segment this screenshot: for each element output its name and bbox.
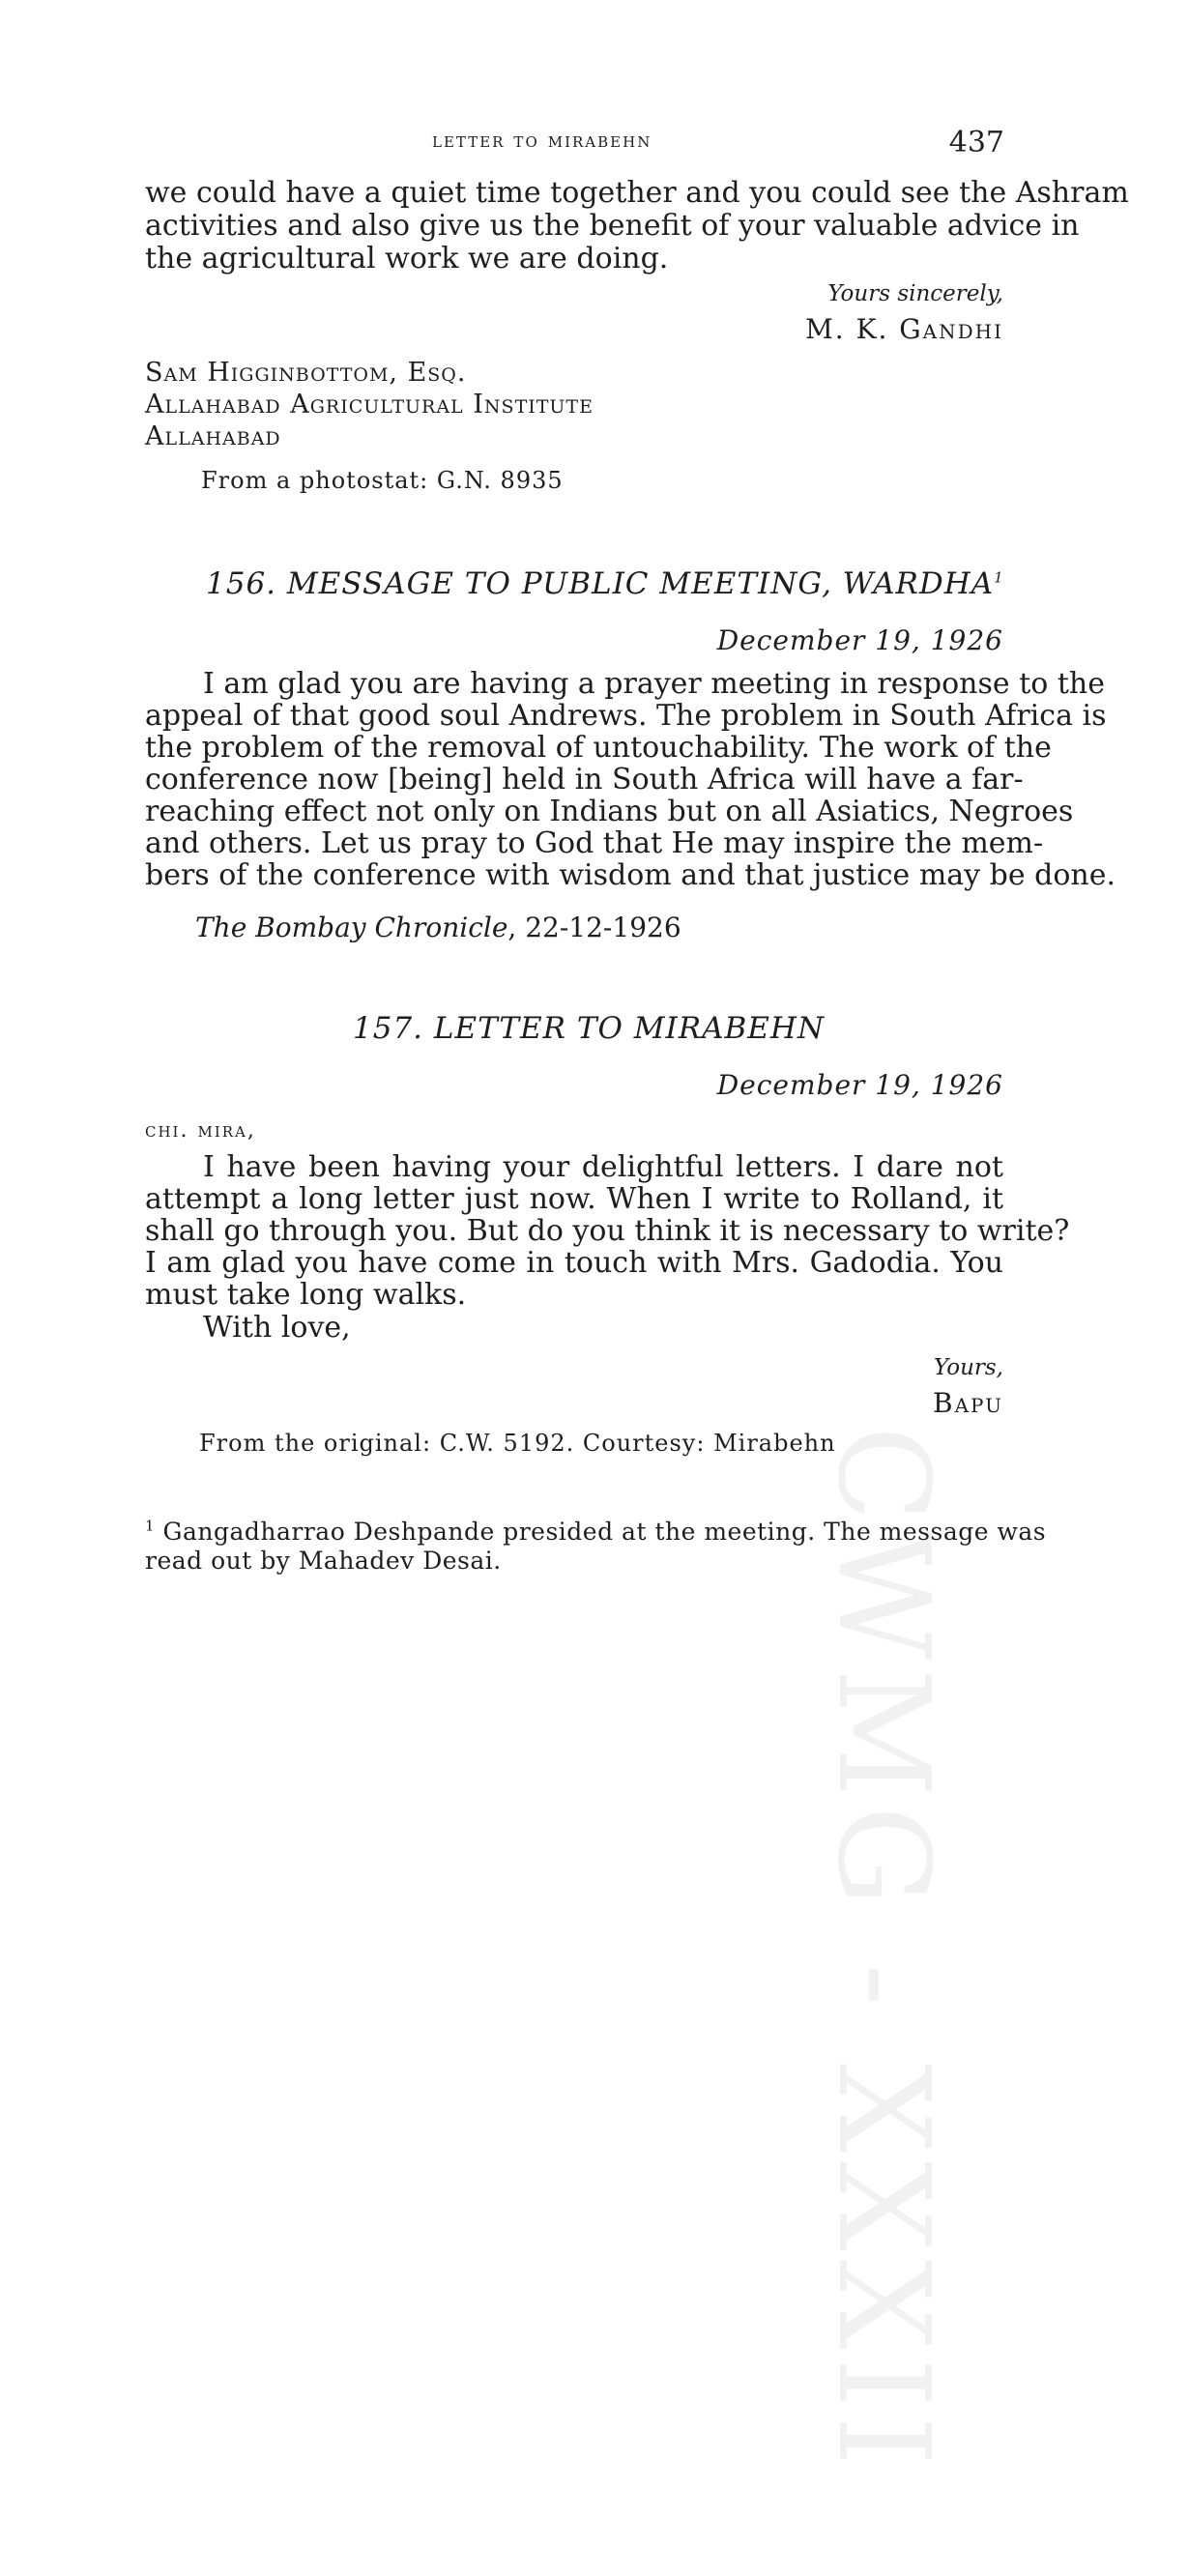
address-line-3: Allahabad [145,421,281,451]
watermark-text: CWMG - XXXII [810,1426,957,2475]
item157-date: December 19, 1926 [716,1069,1003,1101]
item156-line-5: reaching effect not only on Indians but on all Asiatics, Negroes [145,795,1074,828]
item157-line-2: attempt a long letter just now. When I write to Rolland, it [145,1182,1003,1216]
item157-line-4: I am glad you have come in touch with Mrs. Gadodia. You [145,1246,1003,1280]
item156-line-4: conference now [being] held in South Africa will have a far- [145,763,1024,796]
item156-source-date: , 22-12-1926 [507,912,681,943]
item156-line-2: appeal of that good soul Andrews. The problem in South Africa is [145,699,1107,733]
letter1-signature: M. K. Gandhi [805,313,1003,345]
footnote-line-1 [145,1517,1047,1546]
item156-line-1: I am glad you are having a prayer meeting in response to the [203,667,1105,701]
item157-source: From the original: C.W. 5192. Courtesy: Mirabehn [199,1430,836,1457]
item157-line-5: must take long walks. [145,1278,467,1312]
footnote-line-2: read out by Mahadev Desai. [145,1547,502,1575]
item157-line-1: I have been having your delightful letters. I dare not [203,1150,1003,1184]
item157-heading: 157. LETTER TO MIRABEHN [353,1011,826,1046]
letter1-source: From a photostat: G.N. 8935 [201,467,564,494]
letter1-line-2: activities and also give us the benefit of your valuable advice in [145,209,1080,243]
running-head: letter to mirabehn [432,129,652,153]
item156-line-6: and others. Let us pray to God that He may inspire the mem- [145,826,1044,860]
item157-signature: Bapu [933,1387,1003,1419]
item156-source-title: The Bombay Chronicle [195,912,508,943]
address-line-2: Allahabad Agricultural Institute [145,390,594,420]
item157-salutation: chi. mira, [145,1118,256,1143]
item157-love: With love, [203,1311,351,1345]
item156-heading [206,566,1004,601]
letter1-line-1: we could have a quiet time together and you could see the Ashram [145,176,1129,210]
page-number: 437 [948,126,1004,159]
item156-source [195,912,681,943]
item156-line-7: bers of the conference with wisdom and that justice may be done. [145,858,1116,892]
item156-heading-text: 156. MESSAGE TO PUBLIC MEETING, WARDHA [206,566,995,601]
letter1-line-3: the agricultural work we are doing. [145,242,669,275]
footnote-marker: 1 [145,1517,156,1535]
item157-closing: Yours, [934,1355,1003,1380]
footnote-text-1: Gangadharrao Deshpande presided at the meeting. The message was [162,1518,1047,1546]
letter1-closing: Yours sincerely, [827,281,1003,306]
item157-line-3: shall go through you. But do you think it is necessary to write? [145,1214,1070,1248]
item156-date: December 19, 1926 [716,624,1003,656]
address-line-1: Sam Higginbottom, Esq. [145,358,467,388]
footnote-ref: 1 [994,568,1004,587]
item156-line-3: the problem of the removal of untouchability. The work of the [145,731,1052,765]
